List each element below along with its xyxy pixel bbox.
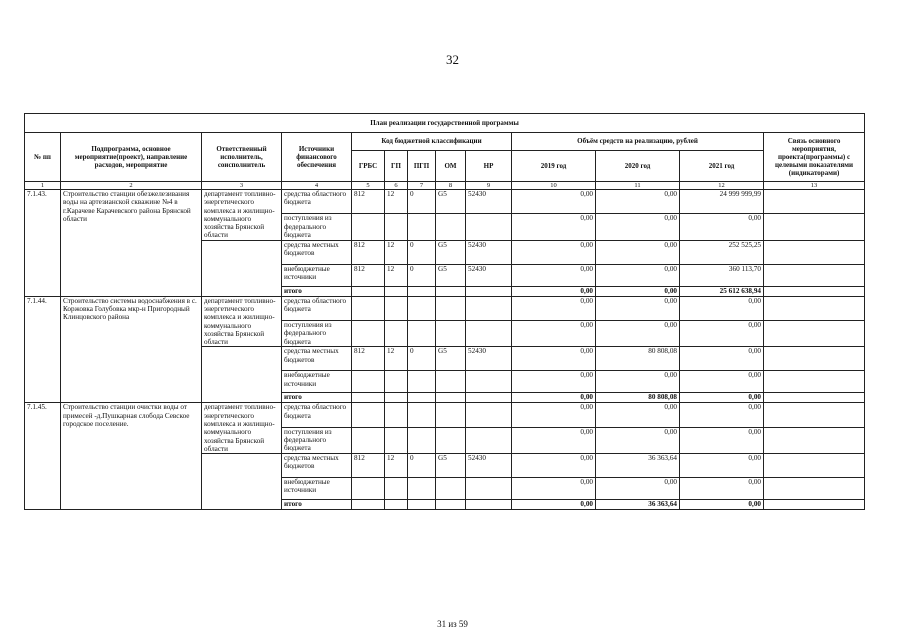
amount-2019: 0,00 (512, 286, 596, 296)
code-grbs: 812 (352, 264, 385, 286)
code-grbs (352, 500, 385, 510)
code-nr: 52430 (466, 190, 512, 214)
col-number: 1 (25, 182, 61, 190)
code-nr (466, 393, 512, 403)
amount-2019: 0,00 (512, 403, 596, 427)
amount-2019: 0,00 (512, 347, 596, 371)
code-pgp (408, 427, 436, 453)
code-om (436, 286, 466, 296)
code-grbs (352, 286, 385, 296)
indicator-link (764, 393, 865, 403)
funding-source: средства областного бюджета (282, 190, 352, 214)
item-number: 7.1.45. (25, 403, 61, 510)
code-om (436, 214, 466, 240)
funding-source: поступления из федерального бюджета (282, 214, 352, 240)
amount-2019: 0,00 (512, 190, 596, 214)
amount-2020: 0,00 (596, 371, 680, 393)
col-number: 4 (282, 182, 352, 190)
amount-2020: 0,00 (596, 321, 680, 347)
code-gp (385, 214, 408, 240)
amount-2019: 0,00 (512, 264, 596, 286)
amount-2019: 0,00 (512, 240, 596, 264)
code-pgp (408, 371, 436, 393)
col-number: 12 (680, 182, 764, 190)
code-pgp (408, 214, 436, 240)
plan-table (24, 113, 865, 510)
header-gp: ГП (385, 151, 408, 182)
col-number: 13 (764, 182, 865, 190)
code-om (436, 478, 466, 500)
code-grbs (352, 214, 385, 240)
indicator-link (764, 264, 865, 286)
amount-2021: 0,00 (680, 427, 764, 453)
code-pgp: 0 (408, 347, 436, 371)
code-nr (466, 321, 512, 347)
header-sources: Источники финансового обеспечения (282, 133, 352, 182)
indicator-link (764, 214, 865, 240)
page-number: 32 (446, 52, 459, 67)
code-nr (466, 478, 512, 500)
amount-2021: 0,00 (680, 454, 764, 478)
code-gp (385, 500, 408, 510)
funding-source: итого (282, 393, 352, 403)
amount-2020: 0,00 (596, 214, 680, 240)
item-name: Строительство системы водоснабжения в с. Коржовка Голубовка мкр-н Пригородный Клинцовского района (61, 296, 202, 403)
code-grbs: 812 (352, 454, 385, 478)
indicator-link (764, 347, 865, 371)
funding-source: итого (282, 500, 352, 510)
code-om (436, 321, 466, 347)
code-gp (385, 393, 408, 403)
funding-source: средства областного бюджета (282, 403, 352, 427)
amount-2019: 0,00 (512, 500, 596, 510)
amount-2020: 36 363,64 (596, 500, 680, 510)
indicator-link (764, 454, 865, 478)
col-number: 10 (512, 182, 596, 190)
code-gp: 12 (385, 190, 408, 214)
col-number: 8 (436, 182, 466, 190)
code-om: G5 (436, 454, 466, 478)
amount-2019: 0,00 (512, 321, 596, 347)
code-nr (466, 403, 512, 427)
amount-2019: 0,00 (512, 478, 596, 500)
code-nr: 52430 (466, 347, 512, 371)
code-gp (385, 427, 408, 453)
code-pgp (408, 296, 436, 320)
table-body (25, 190, 865, 510)
code-pgp (408, 321, 436, 347)
indicator-link (764, 321, 865, 347)
header-2019: 2019 год (512, 151, 596, 182)
code-gp (385, 478, 408, 500)
amount-2019: 0,00 (512, 427, 596, 453)
indicator-link (764, 403, 865, 427)
code-om: G5 (436, 347, 466, 371)
code-nr (466, 286, 512, 296)
col-number: 7 (408, 182, 436, 190)
code-gp (385, 321, 408, 347)
column-number-row (25, 182, 865, 190)
amount-2020: 80 808,08 (596, 393, 680, 403)
code-grbs: 812 (352, 240, 385, 264)
code-pgp: 0 (408, 240, 436, 264)
amount-2019: 0,00 (512, 454, 596, 478)
funding-source: поступления из федерального бюджета (282, 321, 352, 347)
indicator-link (764, 286, 865, 296)
funding-source: внебюджетные источники (282, 264, 352, 286)
header-2020: 2020 год (596, 151, 680, 182)
code-gp (385, 403, 408, 427)
amount-2021: 360 113,70 (680, 264, 764, 286)
amount-2019: 0,00 (512, 371, 596, 393)
funding-source: поступления из федерального бюджета (282, 427, 352, 453)
code-om: G5 (436, 190, 466, 214)
amount-2021: 0,00 (680, 214, 764, 240)
code-om (436, 393, 466, 403)
code-gp (385, 371, 408, 393)
col-number: 6 (385, 182, 408, 190)
funding-source: внебюджетные источники (282, 478, 352, 500)
code-nr: 52430 (466, 264, 512, 286)
indicator-link (764, 500, 865, 510)
code-nr (466, 427, 512, 453)
header-2021: 2021 год (680, 151, 764, 182)
amount-2021: 0,00 (680, 296, 764, 320)
code-om (436, 403, 466, 427)
indicator-link (764, 427, 865, 453)
code-pgp (408, 393, 436, 403)
code-gp: 12 (385, 347, 408, 371)
item-responsible: департамент топливно-энергетического комплекса и жилищно-коммунального хозяйства Брянской области (202, 403, 282, 454)
header-volume-group: Объём средств на реализацию, рублей (512, 133, 764, 151)
code-pgp: 0 (408, 190, 436, 214)
funding-source: средства местных бюджетов (282, 347, 352, 371)
col-number: 9 (466, 182, 512, 190)
item-name: Строительство станции очистки воды от примесей -д.Пушкарная слобода Севское городское поселение. (61, 403, 202, 510)
col-number: 3 (202, 182, 282, 190)
page-footer: 31 из 59 (437, 619, 468, 629)
code-pgp: 0 (408, 264, 436, 286)
amount-2021: 252 525,25 (680, 240, 764, 264)
code-grbs (352, 478, 385, 500)
amount-2021: 25 612 638,94 (680, 286, 764, 296)
amount-2020: 0,00 (596, 427, 680, 453)
amount-2020: 0,00 (596, 296, 680, 320)
amount-2021: 0,00 (680, 500, 764, 510)
code-pgp (408, 500, 436, 510)
table-row (25, 190, 865, 214)
indicator-link (764, 240, 865, 264)
table-title: План реализации государственной программы (25, 114, 865, 133)
item-responsible: департамент топливно-энергетического комплекса и жилищно-коммунального хозяйства Брянской области (202, 296, 282, 347)
amount-2020: 0,00 (596, 264, 680, 286)
code-grbs: 812 (352, 347, 385, 371)
code-gp: 12 (385, 264, 408, 286)
code-om (436, 296, 466, 320)
code-pgp (408, 403, 436, 427)
item-number: 7.1.44. (25, 296, 61, 403)
funding-source: средства местных бюджетов (282, 454, 352, 478)
header-om: ОМ (436, 151, 466, 182)
amount-2019: 0,00 (512, 393, 596, 403)
code-nr (466, 371, 512, 393)
item-number: 7.1.43. (25, 190, 61, 297)
amount-2019: 0,00 (512, 296, 596, 320)
amount-2021: 0,00 (680, 393, 764, 403)
table-row (25, 403, 865, 427)
code-om (436, 500, 466, 510)
item-name: Строительство станции обезжелезивания воды на артезианской скважине №4 в г.Карачеве Карачевского района Брянской области (61, 190, 202, 297)
header-no: № пп (25, 133, 61, 182)
code-gp (385, 296, 408, 320)
header-grbs: ГРБС (352, 151, 385, 182)
code-grbs (352, 403, 385, 427)
code-nr (466, 214, 512, 240)
header-code-group: Код бюджетной классификации (352, 133, 512, 151)
col-number: 11 (596, 182, 680, 190)
header-responsible: Ответственный исполнитель, соисполнитель (202, 133, 282, 182)
code-grbs (352, 321, 385, 347)
item-responsible-continued (202, 347, 282, 403)
amount-2021: 0,00 (680, 321, 764, 347)
code-om (436, 427, 466, 453)
indicator-link (764, 190, 865, 214)
funding-source: внебюджетные источники (282, 371, 352, 393)
code-gp: 12 (385, 240, 408, 264)
amount-2020: 0,00 (596, 240, 680, 264)
item-responsible-continued (202, 454, 282, 510)
code-grbs: 812 (352, 190, 385, 214)
header-pgp: ПГП (408, 151, 436, 182)
code-om: G5 (436, 264, 466, 286)
code-om (436, 371, 466, 393)
code-gp (385, 286, 408, 296)
col-number: 2 (61, 182, 202, 190)
code-nr: 52430 (466, 240, 512, 264)
col-number: 5 (352, 182, 385, 190)
amount-2020: 0,00 (596, 403, 680, 427)
code-grbs (352, 393, 385, 403)
code-nr (466, 296, 512, 320)
indicator-link (764, 371, 865, 393)
indicator-link (764, 478, 865, 500)
amount-2020: 0,00 (596, 478, 680, 500)
code-nr: 52430 (466, 454, 512, 478)
header-name: Подпрограмма, основное мероприятие(проект), направление расходов, мероприятие (61, 133, 202, 182)
header-nr: НР (466, 151, 512, 182)
amount-2020: 80 808,08 (596, 347, 680, 371)
amount-2021: 0,00 (680, 403, 764, 427)
code-pgp (408, 478, 436, 500)
code-om: G5 (436, 240, 466, 264)
funding-source: средства областного бюджета (282, 296, 352, 320)
item-responsible: департамент топливно-энергетического комплекса и жилищно-коммунального хозяйства Брянской области (202, 190, 282, 241)
amount-2020: 36 363,64 (596, 454, 680, 478)
funding-source: средства местных бюджетов (282, 240, 352, 264)
code-gp: 12 (385, 454, 408, 478)
table-row (25, 296, 865, 320)
amount-2021: 0,00 (680, 371, 764, 393)
header-link: Связь основного мероприятия, проекта(программы) с целевыми показателями (индикаторами) (764, 133, 865, 182)
code-grbs (352, 296, 385, 320)
code-grbs (352, 427, 385, 453)
indicator-link (764, 296, 865, 320)
code-pgp (408, 286, 436, 296)
amount-2019: 0,00 (512, 214, 596, 240)
amount-2021: 0,00 (680, 347, 764, 371)
amount-2021: 0,00 (680, 478, 764, 500)
amount-2020: 0,00 (596, 286, 680, 296)
code-pgp: 0 (408, 454, 436, 478)
code-nr (466, 500, 512, 510)
funding-source: итого (282, 286, 352, 296)
amount-2021: 24 999 999,99 (680, 190, 764, 214)
amount-2020: 0,00 (596, 190, 680, 214)
item-responsible-continued (202, 240, 282, 296)
code-grbs (352, 371, 385, 393)
